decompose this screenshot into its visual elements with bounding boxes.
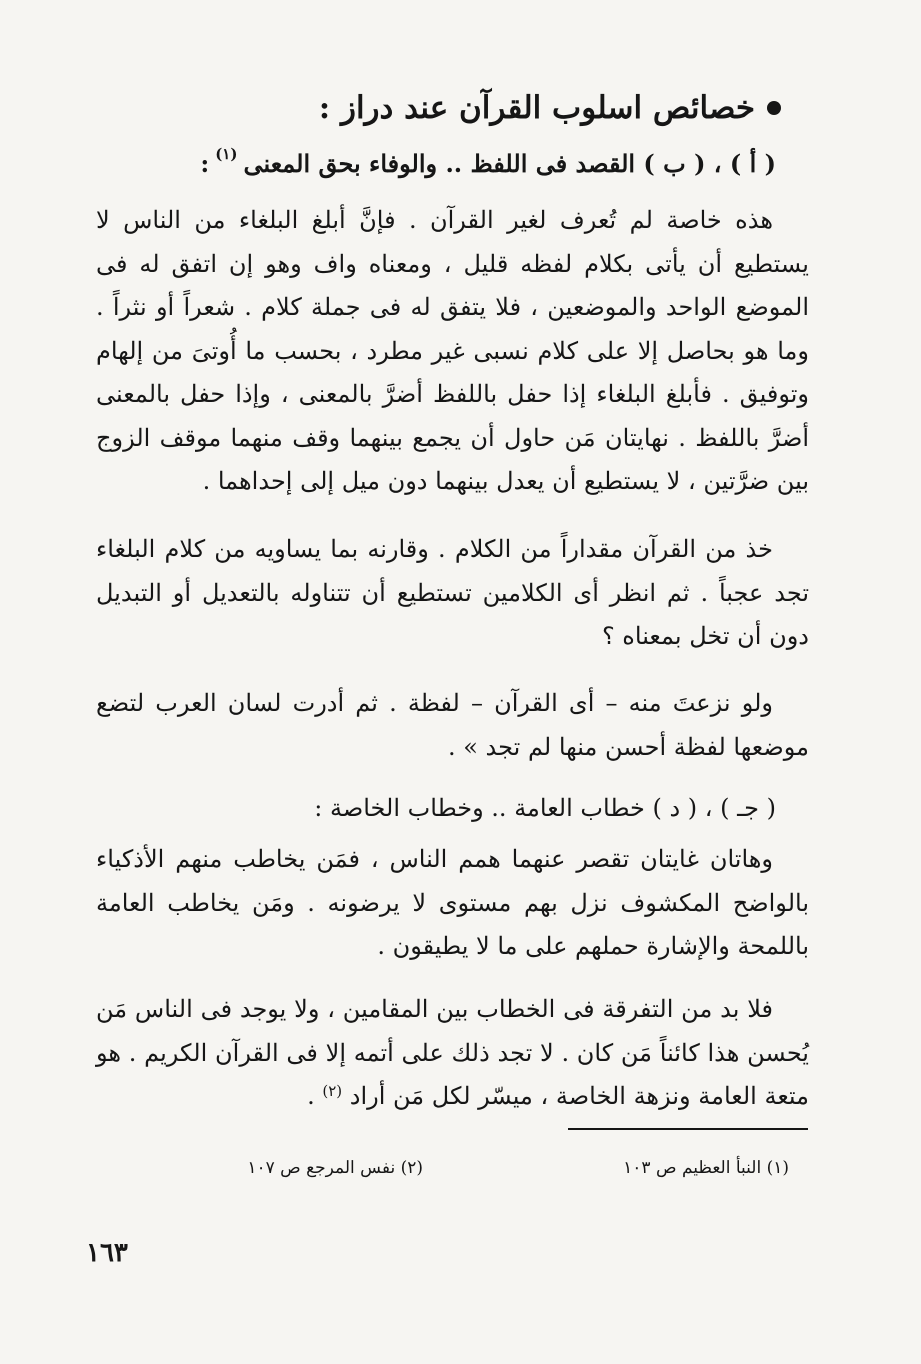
section-heading (120, 88, 781, 128)
bullet-icon (767, 101, 781, 115)
subheading-ab-text: ( أ ) ، ( ب ) القصد فى اللفظ .. والوفاء بحق المعنى (243, 149, 776, 178)
paragraph-4 (96, 838, 809, 969)
paragraph-3 (96, 682, 809, 769)
paragraph-4-text: وهاتان غايتان تقصر عنهما همم الناس ، فمَن يخاطب منهم الأذكياء بالواضح المكشوف نزل بهم مستوى لا يرضونه . ومَن يخاطب العامة باللمحة والإشارة حملهم على ما لا يطيقون . (96, 845, 809, 960)
footnote-mark-1: (١) (215, 145, 238, 163)
subheading-cd (314, 790, 776, 826)
paragraph-2 (96, 528, 809, 659)
page-number: ١٦٣ (86, 1238, 128, 1268)
subheading-cd-text: ( جـ ) ، ( د ) خطاب العامة .. وخطاب الخاصة : (314, 794, 776, 822)
paragraph-1 (96, 199, 809, 504)
subheading-ab-colon: : (200, 149, 210, 178)
footnote-2: (٢) نفس المرجع ص ١٠٧ (247, 1158, 423, 1178)
footnote-mark-2: (٢) (322, 1082, 343, 1100)
paragraph-2-text: خذ من القرآن مقداراً من الكلام . وقارنه بما يساويه من كلام البلغاء تجد عجباً . ثم انظر أى الكلامين تستطيع أن تتناوله بالتعديل أو التبديل دون أن تخل بمعناه ؟ (96, 535, 809, 650)
paragraph-3-text: ولو نزعتَ منه – أى القرآن – لفظة . ثم أدرت لسان العرب لتضع موضعها لفظة أحسن منها لم تجد » . (96, 689, 809, 761)
subheading-ab (200, 146, 776, 182)
paragraph-1-text: هذه خاصة لم تُعرف لغير القرآن . فإنَّ أبلغ البلغاء من الناس لا يستطيع أن يأتى بكلام لفظه قليل ، ومعناه واف وهو إن اتفق له فى الموضع الواحد والموضعين ، فلا يتفق له فى جملة كلام . شعراً أو نثراً . وما هو بحاصل إلا على كلام نسبى غير مطرد ، بحسب ما أُوتىَ من إلهام وتوفيق . فأبلغ البلغاء إذا حفل باللفظ أضرَّ بالمعنى ، وإذا حفل بالمعنى أضرَّ باللفظ . نهايتان مَن حاول أن يجمع بينهما وقف منهما موقف الزوج بين ضرَّتين ، لا يستطيع أن يعدل بينهما دون ميل إلى إحداهما . (96, 206, 809, 495)
footnote-divider (568, 1128, 808, 1130)
paragraph-5-end: . (307, 1082, 315, 1110)
paragraph-5-text: فلا بد من التفرقة فى الخطاب بين المقامين ، ولا يوجد فى الناس مَن يُحسن هذا كائناً مَن كان . لا تجد ذلك على أتمه إلا فى القرآن الكريم . هو متعة العامة ونزهة الخاصة ، ميسّر لكل مَن أراد (96, 995, 809, 1110)
paragraph-5 (96, 988, 809, 1122)
footnote-1: (١) النبأ العظيم ص ١٠٣ (623, 1158, 789, 1178)
heading-text: خصائص اسلوب القرآن عند دراز : (318, 90, 755, 126)
